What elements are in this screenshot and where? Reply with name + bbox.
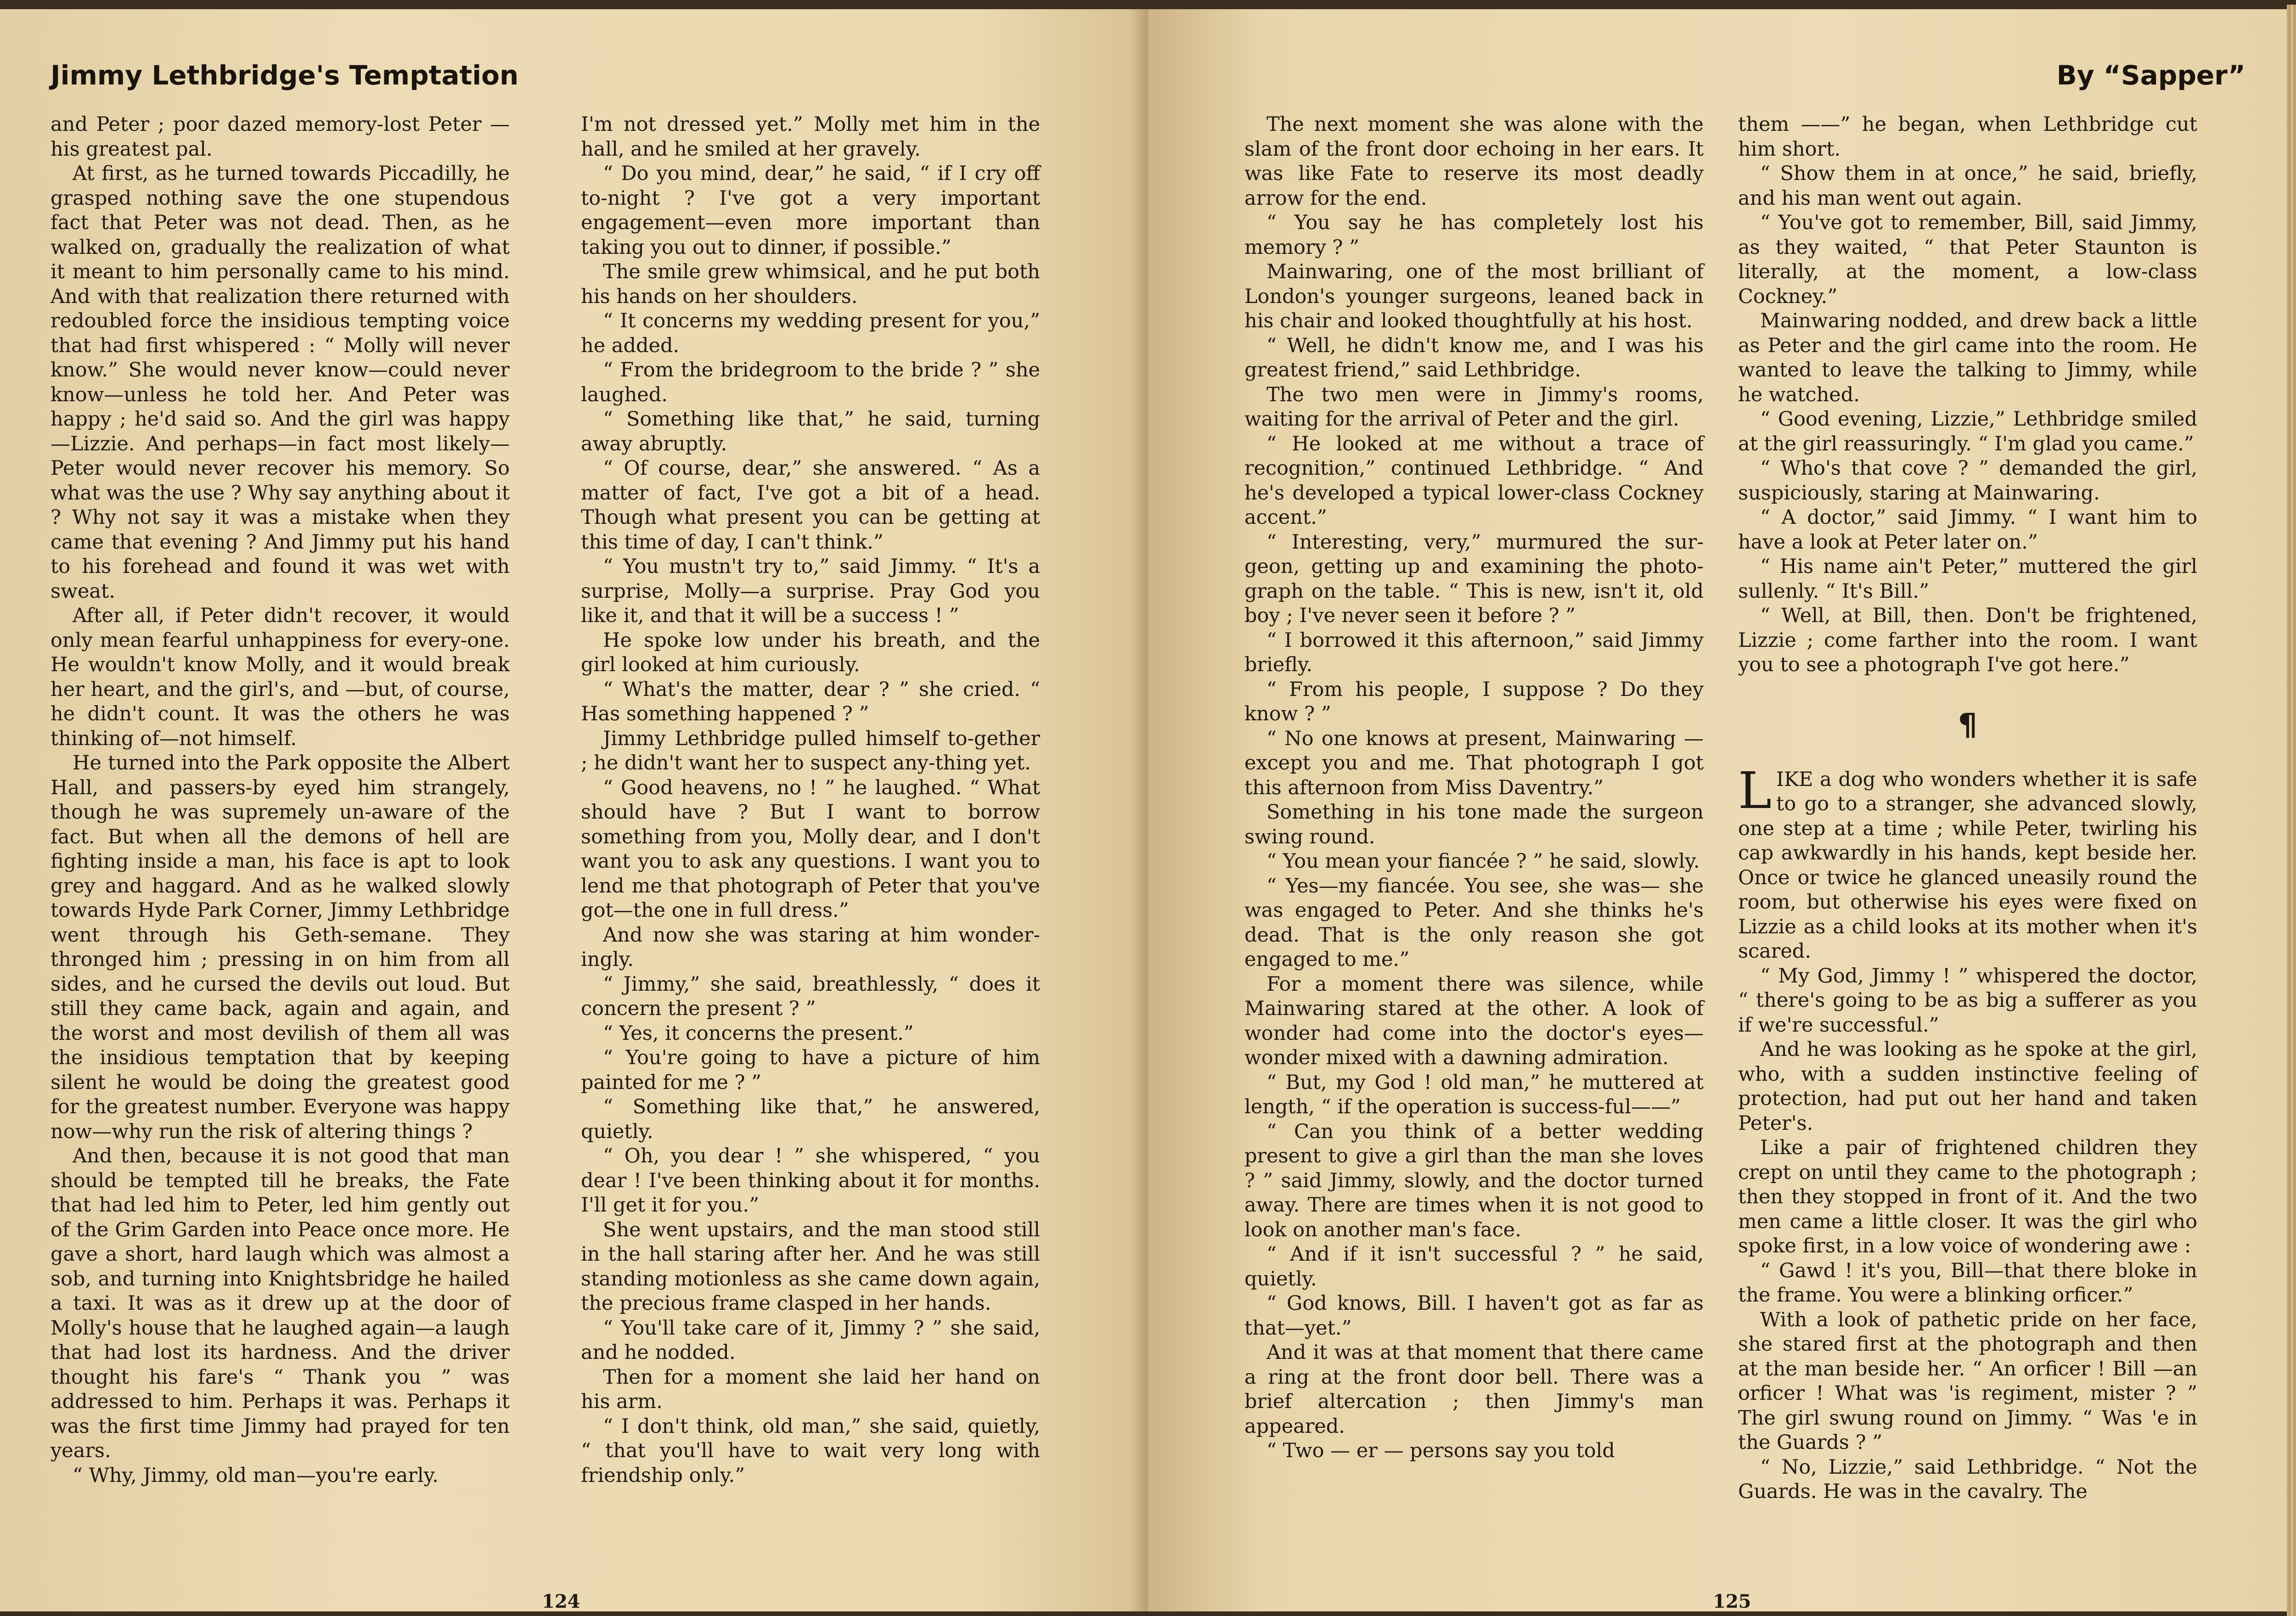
paragraph: With a look of pathetic pride on her face, she stared first at the photograph and then at the man beside her. “ An orficer ! Bill —an orficer ! What was 'is regiment, mister ? ” The girl swung round on Jimmy. “ Was 'e in the Guards ? ”: [1738, 1308, 2197, 1454]
page-number-left: 124: [542, 1591, 580, 1612]
paragraph: I'm not dressed yet.” Molly met him in the hall, and he smiled at her gravely.: [581, 113, 1040, 161]
paragraph: “ You say he has completely lost his memory ? ”: [1244, 211, 1704, 259]
paragraph: “ I don't think, old man,” she said, quietly, “ that you'll have to wait very long with friendship only.”: [581, 1414, 1040, 1487]
paragraph: “ Good evening, Lizzie,” Lethbridge smiled at the girl reassuringly. “ I'm glad you came.”: [1738, 408, 2197, 455]
running-head-left: Jimmy Lethbridge's Temptation: [51, 60, 519, 91]
paragraph: He spoke low under his breath, and the girl looked at him curiously.: [581, 628, 1040, 676]
paragraph: “ You mustn't try to,” said Jimmy. “ It's a surprise, Molly—a surprise. Pray God you like it, and that it will be a success ! ”: [581, 555, 1040, 627]
paragraph: “ It concerns my wedding present for you,” he added.: [581, 309, 1040, 357]
paragraph: And it was at that moment that there came a ring at the front door bell. There was a brief altercation ; then Jimmy's man appeared.: [1244, 1341, 1704, 1438]
paragraph: Like a pair of frightened children they crept on until they came to the photograph ; then they stopped in front of it. And the two men came a little closer. It was the girl who spoke first, in a low voice of wondering awe :: [1738, 1136, 2197, 1257]
paragraph: “ What's the matter, dear ? ” she cried. “ Has something happened ? ”: [581, 678, 1040, 725]
paragraph: “ Oh, you dear ! ” she whispered, “ you dear ! I've been thinking about it for months. I'll get it for you.”: [581, 1145, 1040, 1217]
drop-cap-text: IKE a dog who wonders whether it is safe to go to a stranger, she advanced slowly, one step at a time ; while Peter, twirling his cap awkwardly in his hands, kept beside her. Once or twice he glanced uneasily round the room, but otherwise his eyes were fixed on Lizzie as a child looks at its mother when it's scared.: [1738, 768, 2197, 963]
paragraph: “ You mean your fiancée ? ” he said, slowly.: [1266, 850, 1700, 873]
paragraph: “ Good heavens, no ! ” he laughed. “ What should have ? But I want to borrow something from you, Molly dear, and I don't want you to ask any questions. I want you to lend me that photograph of Peter that you've got—the one in full dress.”: [581, 776, 1040, 922]
paragraph: The two men were in Jimmy's rooms, waiting for the arrival of Peter and the girl.: [1244, 383, 1704, 431]
paragraph: And then, because it is not good that man should be tempted till he breaks, the Fate that had led him to Peter, led him gently out of the Grim Garden into Peace once more. He gave a short, hard laugh which was almost a sob, and turning into Knightsbridge he hailed a taxi. It was as it drew up at the door of Molly's house that he laughed again—a laugh that had lost its hardness. And the driver thought his fare's “ Thank you ” was addressed to him. Perhaps it was. Perhaps it was the first time Jimmy had prayed for ten years.: [51, 1145, 510, 1462]
paragraph: and Peter ; poor dazed memory-lost Peter —his greatest pal.: [51, 113, 510, 161]
paragraph: “ Who's that cove ? ” demanded the girl, suspiciously, staring at Mainwaring.: [1738, 457, 2197, 505]
left-page-column-1: [51, 112, 510, 1488]
page-edges: [2287, 5, 2296, 1616]
right-page-column-2: [1738, 112, 2197, 1504]
paragraph: “ Jimmy,” she said, breathlessly, “ does it concern the present ? ”: [581, 972, 1040, 1020]
paragraph: “ Yes—my fiancée. You see, she was— she was engaged to Peter. And she thinks he's dead. That is the only reason she got engaged to me.”: [1244, 874, 1704, 971]
drop-cap-paragraph: [1738, 761, 2197, 964]
paragraph: “ Well, he didn't know me, and I was his greatest friend,” said Lethbridge.: [1244, 334, 1704, 382]
section-mark: ¶: [1958, 707, 1977, 742]
paragraph: After all, if Peter didn't recover, it would only mean fearful unhappiness for every-one. He wouldn't know Molly, and it would break her heart, and the girl's, and —but, of course, he didn't count. It was the others he was thinking of—not himself.: [51, 604, 510, 750]
paragraph: “ Gawd ! it's you, Bill—that there bloke in the frame. You were a blinking orficer.”: [1738, 1259, 2197, 1307]
paragraph: “ Yes, it concerns the present.”: [603, 1021, 914, 1045]
drop-cap: L: [1738, 761, 1772, 820]
left-page: [0, 9, 1148, 1611]
paragraph: “ God knows, Bill. I haven't got as far as that—yet.”: [1244, 1292, 1704, 1340]
paragraph: Jimmy Lethbridge pulled himself to-gether ; he didn't want her to suspect any-thing yet.: [581, 727, 1040, 774]
paragraph: “ Well, at Bill, then. Don't be frightened, Lizzie ; come farther into the room. I want you to see a photograph I've got here.”: [1738, 604, 2197, 676]
right-page: [1148, 9, 2287, 1611]
paragraph: “ Two — er — persons say you told: [1266, 1439, 1615, 1462]
paragraph: And now she was staring at him wonder-ingly.: [581, 923, 1040, 971]
paragraph: Mainwaring nodded, and drew back a little as Peter and the girl came into the room. He wanted to leave the talking to Jimmy, while he watched.: [1738, 309, 2197, 406]
paragraph: “ Something like that,” he said, turning away abruptly.: [581, 408, 1040, 455]
paragraph: For a moment there was silence, while Mainwaring stared at the other. A look of wonder had come into the doctor's eyes— wonder mixed with a dawning admiration.: [1244, 972, 1704, 1069]
paragraph: “ But, my God ! old man,” he muttered at length, “ if the operation is success-ful——”: [1244, 1071, 1704, 1118]
paragraph: “ Why, Jimmy, old man—you're early.: [73, 1464, 439, 1487]
paragraph: “ He looked at me without a trace of recognition,” continued Lethbridge. “ And he's developed a typical lower-class Cockney accent.”: [1244, 432, 1704, 529]
paragraph: “ No one knows at present, Mainwaring —except you and me. That photograph I got this afternoon from Miss Daventry.”: [1244, 727, 1704, 799]
paragraph: “ Of course, dear,” she answered. “ As a matter of fact, I've got a bit of a head. Though what present you can be getting at this time of day, I can't think.”: [581, 457, 1040, 554]
paragraph: She went upstairs, and the man stood still in the hall staring after her. And he was still standing motionless as she came down again, the precious frame clasped in her hands.: [581, 1218, 1040, 1315]
paragraph: “ From the bridegroom to the bride ? ” she laughed.: [581, 359, 1040, 406]
paragraph: “ You've got to remember, Bill, said Jimmy, as they waited, “ that Peter Staunton is literally, at the moment, a low-class Cockney.”: [1738, 211, 2197, 308]
paragraph: “ Interesting, very,” murmured the sur-geon, getting up and examining the photo-graph on the table. “ This is new, isn't it, old boy ; I've never seen it before ? ”: [1244, 530, 1704, 627]
page-number-right: 125: [1713, 1591, 1751, 1612]
paragraph: “ You'll take care of it, Jimmy ? ” she said, and he nodded.: [581, 1316, 1040, 1364]
paragraph: Mainwaring, one of the most brilliant of London's younger surgeons, leaned back in his chair and looked thoughtfully at his host.: [1244, 260, 1704, 332]
right-page-column-1: [1244, 112, 1704, 1464]
paragraph: “ And if it isn't successful ? ” he said, quietly.: [1244, 1243, 1704, 1291]
paragraph: “ His name ain't Peter,” muttered the girl sullenly. “ It's Bill.”: [1738, 555, 2197, 603]
paragraph: The smile grew whimsical, and he put both his hands on her shoulders.: [581, 260, 1040, 308]
left-page-column-2: [581, 112, 1040, 1488]
paragraph: “ A doctor,” said Jimmy. “ I want him to have a look at Peter later on.”: [1738, 506, 2197, 554]
paragraph: Then for a moment she laid her hand on his arm.: [581, 1365, 1040, 1413]
paragraph: “ No, Lizzie,” said Lethbridge. “ Not the Guards. He was in the cavalry. The: [1738, 1455, 2197, 1503]
paragraph: And he was looking as he spoke at the girl, who, with a sudden instinctive feeling of protection, had put out her hand and taken Peter's.: [1738, 1038, 2197, 1135]
paragraph: them ——” he began, when Lethbridge cut him short.: [1738, 113, 2197, 161]
paragraph: “ I borrowed it this afternoon,” said Jimmy briefly.: [1244, 628, 1704, 676]
paragraph: “ From his people, I suppose ? Do they know ? ”: [1244, 678, 1704, 725]
running-head-right: By “Sapper”: [2056, 60, 2245, 91]
paragraph: “ Something like that,” he answered, quietly.: [581, 1095, 1040, 1143]
paragraph: He turned into the Park opposite the Albert Hall, and passers-by eyed him strangely, though he was supremely un-aware of the fact. But when all the demons of hell are fighting inside a man, his face is apt to look grey and haggard. And as he walked slowly towards Hyde Park Corner, Jimmy Lethbridge went through his Geth-semane. They thronged him ; pressing in on him from all sides, and he cursed the devils out loud. But still they came back, again and again, and the worst and most devilish of them all was the insidious temptation that by keeping silent he would be doing the greatest good for the greatest number. Everyone was happy now—why run the risk of altering things ?: [51, 752, 510, 1143]
paragraph: “ Do you mind, dear,” he said, “ if I cry off to-night ? I've got a very important engagement—even more important than taking you out to dinner, if possible.”: [581, 162, 1040, 259]
paragraph: “ My God, Jimmy ! ” whispered the doctor, “ there's going to be as big a sufferer as you if we're successful.”: [1738, 964, 2197, 1037]
paragraph: “ You're going to have a picture of him painted for me ? ”: [581, 1046, 1040, 1094]
paragraph: “ Show them in at once,” he said, briefly, and his man went out again.: [1738, 162, 2197, 210]
paragraph: At first, as he turned towards Piccadilly, he grasped nothing save the one stupendous fact that Peter was not dead. Then, as he walked on, gradually the realization of what it meant to him personally came to his mind. And with that realization there returned with redoubled force the insidious tempting voice that had first whispered : “ Molly will never know.” She would never know—could never know—unless he told her. And Peter was happy ; he'd said so. And the girl was happy—Lizzie. And perhaps—in fact most likely—Peter would never recover his memory. So what was the use ? Why say anything about it ? Why not say it was a mistake when they came that evening ? And Jimmy put his hand to his forehead and found it was wet with sweat.: [51, 162, 510, 603]
paragraph: “ Can you think of a better wedding present to give a girl than the man she loves ? ” said Jimmy, slowly, and the doctor turned away. There are times when it is not good to look on another man's face.: [1244, 1120, 1704, 1241]
paragraph: Something in his tone made the surgeon swing round.: [1244, 801, 1704, 848]
paragraph: The next moment she was alone with the slam of the front door echoing in her ears. It was like Fate to reserve its most deadly arrow for the end.: [1244, 113, 1704, 210]
